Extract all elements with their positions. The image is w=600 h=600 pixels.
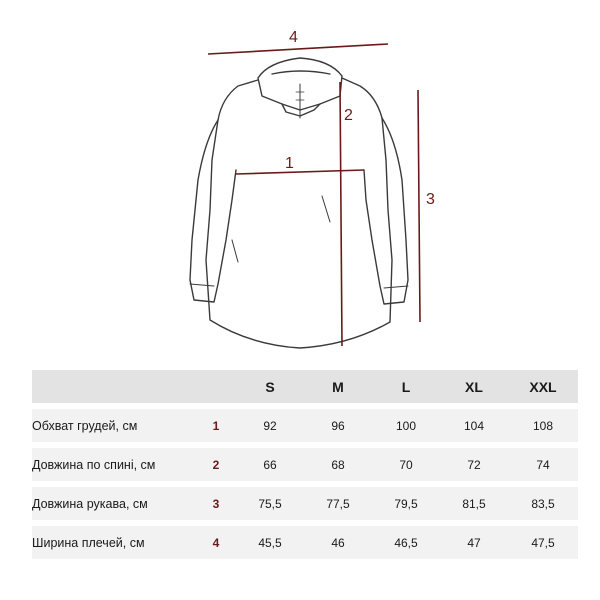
table-cell: 77,5 — [304, 487, 372, 520]
table-cell: 75,5 — [236, 487, 304, 520]
marker-4: 4 — [289, 29, 298, 46]
table-cell: 46,5 — [372, 526, 440, 559]
row-marker: 4 — [196, 526, 236, 559]
table-cell: 92 — [236, 409, 304, 442]
chest-line — [236, 170, 364, 174]
table-cell: 81,5 — [440, 487, 508, 520]
marker-3: 3 — [426, 191, 435, 208]
table-row — [32, 526, 578, 559]
row-label: Обхват грудей, см — [32, 409, 196, 442]
row-label: Ширина плечей, см — [32, 526, 196, 559]
size-header-xxl: XXL — [508, 370, 578, 403]
table-cell: 46 — [304, 526, 372, 559]
row-label: Довжина рукава, см — [32, 487, 196, 520]
table-cell: 45,5 — [236, 526, 304, 559]
row-marker: 2 — [196, 448, 236, 481]
marker-1: 1 — [285, 155, 294, 172]
back-length-line — [340, 82, 342, 346]
row-label: Довжина по спині, см — [32, 448, 196, 481]
size-chart-table — [32, 370, 578, 559]
size-header-l: L — [372, 370, 440, 403]
shirt-outline — [190, 58, 408, 348]
table-cell: 47,5 — [508, 526, 578, 559]
table-cell: 47 — [440, 526, 508, 559]
table-cell: 108 — [508, 409, 578, 442]
size-header-xl: XL — [440, 370, 508, 403]
table-cell: 83,5 — [508, 487, 578, 520]
header-blank — [32, 370, 196, 403]
size-header-row — [32, 370, 578, 403]
table-cell: 100 — [372, 409, 440, 442]
size-header-s: S — [236, 370, 304, 403]
table-row — [32, 487, 578, 520]
table-row — [32, 448, 578, 481]
table-cell: 79,5 — [372, 487, 440, 520]
table-cell: 70 — [372, 448, 440, 481]
table-row — [32, 409, 578, 442]
table-cell: 68 — [304, 448, 372, 481]
table-cell: 104 — [440, 409, 508, 442]
header-blank-num — [196, 370, 236, 403]
size-header-m: M — [304, 370, 372, 403]
measurement-lines — [208, 44, 420, 346]
sleeve-length-line — [418, 90, 420, 322]
table-cell: 66 — [236, 448, 304, 481]
table-cell: 74 — [508, 448, 578, 481]
table-cell: 72 — [440, 448, 508, 481]
shoulder-width-line — [208, 44, 388, 54]
row-marker: 1 — [196, 409, 236, 442]
row-marker: 3 — [196, 487, 236, 520]
marker-2: 2 — [344, 107, 353, 124]
table-cell: 96 — [304, 409, 372, 442]
